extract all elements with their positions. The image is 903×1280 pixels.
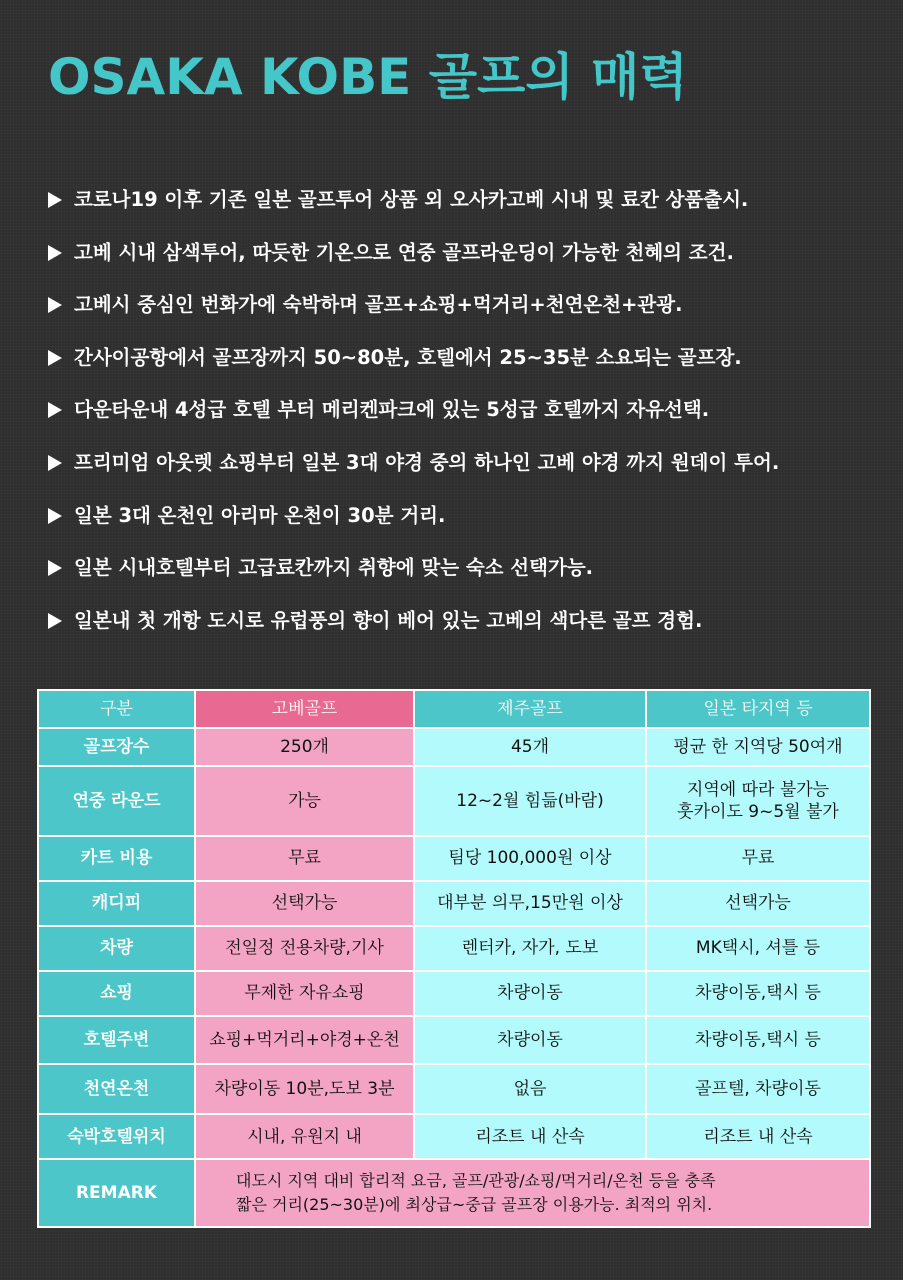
triangle-bullet-icon [48, 560, 62, 576]
cell-kobe: 차량이동 10분,도보 3분 [196, 1065, 413, 1113]
cell-other: 차량이동,택시 등 [647, 1017, 869, 1063]
list-item-text: 일본 3대 온천인 아리마 온천이 30분 거리. [74, 503, 446, 527]
row-label: 호텔주변 [39, 1017, 194, 1063]
cell-other: MK택시, 셔틀 등 [647, 927, 869, 970]
cell-jeju: 없음 [415, 1065, 645, 1113]
triangle-bullet-icon [48, 245, 62, 261]
table-row [39, 927, 869, 970]
cell-kobe: 가능 [196, 767, 413, 835]
list-item-text: 일본 시내호텔부터 고급료칸까지 취향에 맞는 숙소 선택가능. [74, 556, 594, 580]
cell-kobe: 전일정 전용차량,기사 [196, 927, 413, 970]
list-item [48, 439, 878, 492]
cell-jeju: 12~2월 힘듦(바람) [415, 767, 645, 835]
triangle-bullet-icon [48, 192, 62, 208]
row-label: 차량 [39, 927, 194, 970]
row-label: 쇼핑 [39, 972, 194, 1015]
page-title: OSAKA KOBE 골프의 매력 [48, 48, 688, 106]
triangle-bullet-icon [48, 297, 62, 313]
list-item-text: 코로나19 이후 기존 일본 골프투어 상품 외 오사카고베 시내 및 료칸 상품출시. [74, 188, 749, 211]
list-item [48, 281, 878, 334]
header-jeju: 제주골프 [415, 691, 645, 727]
comparison-table [37, 689, 871, 1228]
cell-jeju: 리조트 내 산속 [415, 1115, 645, 1158]
remark-text: 대도시 지역 대비 합리적 요금, 골프/관광/쇼핑/먹거리/온천 등을 충족 짧은 거리(25~30분)에 최상급~중급 골프장 이용가능. 최적의 위치. [196, 1160, 869, 1226]
row-label: 천연온천 [39, 1065, 194, 1113]
list-item-text: 다운타운내 4성급 호텔 부터 메리켄파크에 있는 5성급 호텔까지 자유선택. [74, 398, 710, 422]
table-row [39, 767, 869, 835]
cell-jeju: 45개 [415, 729, 645, 765]
row-label: 골프장수 [39, 729, 194, 765]
row-label: 캐디피 [39, 882, 194, 925]
row-label: 카트 비용 [39, 837, 194, 880]
list-item [48, 597, 878, 650]
cell-kobe: 무료 [196, 837, 413, 880]
feature-list [48, 176, 878, 649]
row-label: 숙박호텔위치 [39, 1115, 194, 1158]
list-item [48, 544, 878, 597]
cell-other: 차량이동,택시 등 [647, 972, 869, 1015]
table-row [39, 972, 869, 1015]
triangle-bullet-icon [48, 508, 62, 524]
header-category: 구분 [39, 691, 194, 727]
cell-other: 무료 [647, 837, 869, 880]
cell-other: 선택가능 [647, 882, 869, 925]
table-row [39, 837, 869, 880]
row-label: 연중 라운드 [39, 767, 194, 835]
cell-kobe: 쇼핑+먹거리+야경+온천 [196, 1017, 413, 1063]
cell-kobe: 250개 [196, 729, 413, 765]
cell-jeju: 차량이동 [415, 972, 645, 1015]
remark-label: REMARK [39, 1160, 194, 1226]
cell-other: 리조트 내 산속 [647, 1115, 869, 1158]
cell-jeju: 대부분 의무,15만원 이상 [415, 882, 645, 925]
cell-jeju: 차량이동 [415, 1017, 645, 1063]
cell-other: 지역에 따라 불가능 훗카이도 9~5월 불가 [647, 767, 869, 835]
list-item-text: 간사이공항에서 골프장까지 50~80분, 호텔에서 25~35분 소요되는 골프장. [74, 345, 742, 369]
header-kobe: 고베골프 [196, 691, 413, 727]
list-item [48, 176, 878, 229]
table-row [39, 1065, 869, 1113]
cell-kobe: 선택가능 [196, 882, 413, 925]
triangle-bullet-icon [48, 613, 62, 629]
cell-jeju: 팀당 100,000원 이상 [415, 837, 645, 880]
cell-other: 골프텔, 차량이동 [647, 1065, 869, 1113]
table-row [39, 882, 869, 925]
list-item [48, 229, 878, 282]
header-other-regions: 일본 타지역 등 [647, 691, 869, 727]
list-item-text: 프리미엄 아웃렛 쇼핑부터 일본 3대 야경 중의 하나인 고베 야경 까지 원데이 투어. [74, 450, 780, 474]
table-row [39, 1115, 869, 1158]
list-item-text: 고베시 중심인 번화가에 숙박하며 골프+쇼핑+먹거리+천연온천+관광. [74, 293, 683, 317]
list-item [48, 386, 878, 439]
triangle-bullet-icon [48, 455, 62, 471]
remark-row [39, 1160, 869, 1226]
cell-other: 평균 한 지역당 50여개 [647, 729, 869, 765]
table-header-row [39, 691, 869, 727]
triangle-bullet-icon [48, 350, 62, 366]
list-item [48, 334, 878, 387]
list-item-text: 일본내 첫 개항 도시로 유럽풍의 향이 베어 있는 고베의 색다른 골프 경험. [74, 608, 703, 632]
table-row [39, 1017, 869, 1063]
triangle-bullet-icon [48, 402, 62, 418]
cell-kobe: 무제한 자유쇼핑 [196, 972, 413, 1015]
table-row [39, 729, 869, 765]
list-item [48, 492, 878, 545]
list-item-text: 고베 시내 삼색투어, 따듯한 기온으로 연중 골프라운딩이 가능한 천혜의 조건. [74, 240, 734, 264]
cell-jeju: 렌터카, 자가, 도보 [415, 927, 645, 970]
cell-kobe: 시내, 유원지 내 [196, 1115, 413, 1158]
